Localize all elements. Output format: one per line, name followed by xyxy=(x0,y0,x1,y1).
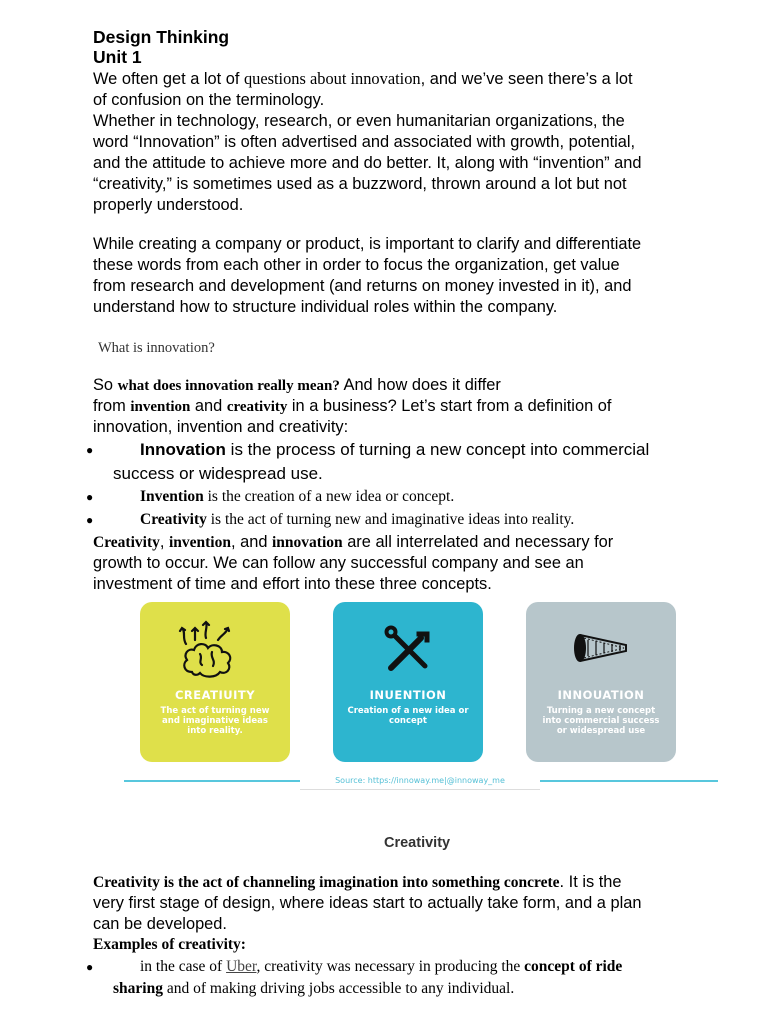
para2-line4: “creativity,” is sometimes used as a buzzword, thrown around a lot but not xyxy=(93,175,627,193)
para6-line3: can be developed. xyxy=(93,915,227,933)
bullet-innovation: Innovation is the process of turning a new concept into commercial xyxy=(140,440,650,459)
para2-line5: properly understood. xyxy=(93,196,244,214)
brain-icon xyxy=(140,618,290,674)
card-desc: Creation of a new idea or concept xyxy=(347,706,469,726)
uber-link[interactable]: Uber xyxy=(226,958,257,975)
innovation-card xyxy=(526,602,676,762)
card-title: CREATIUITY xyxy=(174,688,256,702)
creativity-card xyxy=(140,602,290,762)
card-title: INUENTION xyxy=(369,688,447,702)
para2-line2: word “Innovation” is often advertised and associated with growth, potential, xyxy=(93,133,636,151)
unit-title: Unit 1 xyxy=(93,47,142,67)
para6-line2: very first stage of design, where ideas start to actually take form, and a plan xyxy=(93,894,642,912)
bullet-creativity: Creativity is the act of turning new and imaginative ideas into reality. xyxy=(140,511,575,528)
example-uber-line1: in the case of Uber, creativity was necessary in producing the concept of ride xyxy=(140,958,623,975)
para3-line4: understand how to structure individual roles within the company. xyxy=(93,298,558,316)
examples-heading: Examples of creativity: xyxy=(93,936,246,953)
source-rule-right xyxy=(540,780,718,782)
para6-line1: Creativity is the act of channeling imagination into something concrete. It is the xyxy=(93,873,622,891)
card-desc: Turning a new concept into commercial success or widespread use xyxy=(542,706,660,736)
subhead-creativity: Creativity xyxy=(384,835,451,851)
bullet-invention: Invention is the creation of a new idea or concept. xyxy=(140,488,455,505)
bullet-innovation-cont: success or widespread use. xyxy=(113,464,323,483)
source-rule-left xyxy=(124,780,300,782)
para5-line3: investment of time and effort into these three concepts. xyxy=(93,575,492,593)
card-title: INNOUATION xyxy=(557,688,645,702)
bullet-dot: ● xyxy=(86,513,94,527)
bullet-dot: ● xyxy=(86,490,94,504)
subhead-what-is-innovation: What is innovation? xyxy=(98,340,215,356)
para3-line1: While creating a company or product, is important to clarify and differentiate xyxy=(93,235,642,253)
para4-line1: So what does innovation really mean? And how does it differ xyxy=(93,376,501,394)
para1-line2: of confusion on the terminology. xyxy=(93,91,325,109)
innovation-questions-link[interactable]: questions about innovation xyxy=(243,69,421,88)
doc-title: Design Thinking xyxy=(93,27,230,47)
para3-line3: from research and development (and returns on money invested in it), and xyxy=(93,277,632,295)
para5-line1: Creativity, invention, and innovation are all interrelated and necessary for xyxy=(93,533,614,551)
example-uber-line2: sharing and of making driving jobs accessible to any individual. xyxy=(113,980,515,997)
para3-line2: these words from each other in order to focus the organization, get value xyxy=(93,256,620,274)
para5-line2: growth to occur. We can follow any successful company and see an xyxy=(93,554,584,572)
para1-line1: We often get a lot of questions about innovation, and we’ve seen there’s a lot xyxy=(93,69,633,88)
card-desc: The act of turning new and imaginative ideas into reality. xyxy=(160,706,270,736)
source-caption: Source: https://innoway.me|@innoway_me xyxy=(300,775,540,790)
bullet-dot: ● xyxy=(86,960,94,974)
invention-card xyxy=(333,602,483,762)
para2-line1: Whether in technology, research, or even humanitarian organizations, the xyxy=(93,112,625,130)
para4-line2: from invention and creativity in a business? Let’s start from a definition of xyxy=(93,397,612,415)
bullet-dot: ● xyxy=(86,443,94,457)
para4-line3: innovation, invention and creativity: xyxy=(93,418,349,436)
para2-line3: and the attitude to achieve more and do better. It, along with “invention” and xyxy=(93,154,642,172)
tools-icon xyxy=(333,618,483,674)
megaphone-icon xyxy=(526,618,676,674)
